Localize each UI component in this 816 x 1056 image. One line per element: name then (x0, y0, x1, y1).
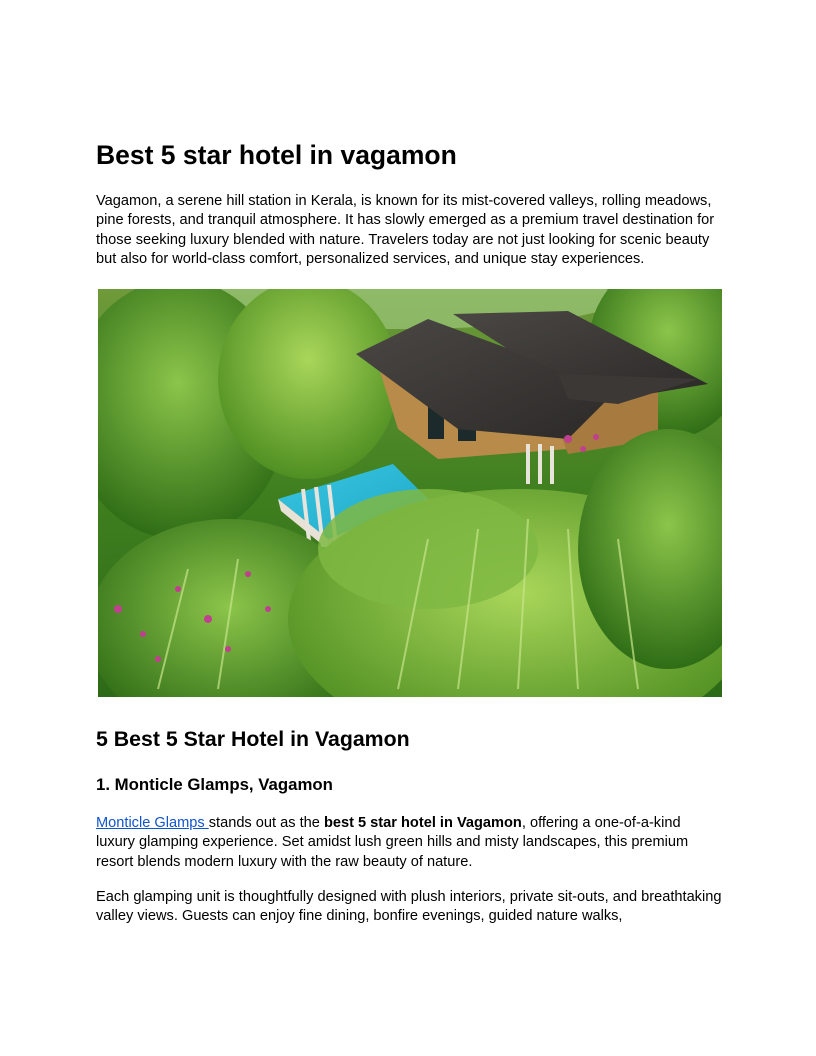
para1-text-before: stands out as the (208, 815, 324, 831)
monticle-paragraph (96, 814, 722, 872)
section-heading: 5 Best 5 Star Hotel in Vagamon (96, 727, 410, 751)
glamping-unit-paragraph: Each glamping unit is thoughtfully designed with plush interiors, private sit-outs, and breathtaking valley views. Guests can enjoy fine dining, bonfire evenings, guided nature walks, (96, 889, 722, 925)
hotel-photo (98, 289, 722, 697)
subsection-heading: 1. Monticle Glamps, Vagamon (96, 775, 333, 794)
para1-bold-text: best 5 star hotel in Vagamon (323, 815, 522, 831)
para1-text-after: , offering a one-of-a-kind luxury glamping experience. Set amidst lush green hills and misty landscapes, this premium resort blends modern luxury with the raw beauty of nature. (96, 815, 689, 870)
monticle-glamps-link[interactable]: Monticle Glamps (96, 815, 209, 831)
page-title: Best 5 star hotel in vagamon (96, 140, 457, 170)
intro-paragraph: Vagamon, a serene hill station in Kerala, is known for its mist-covered valleys, rolling meadows, pine forests, and tranquil atmosphere. It has slowly emerged as a premium travel destination for those seeking luxury blended with nature. Travelers today are not just looking for scenic beauty but also for world-class comfort, personalized services, and unique stay experiences. (96, 193, 715, 268)
